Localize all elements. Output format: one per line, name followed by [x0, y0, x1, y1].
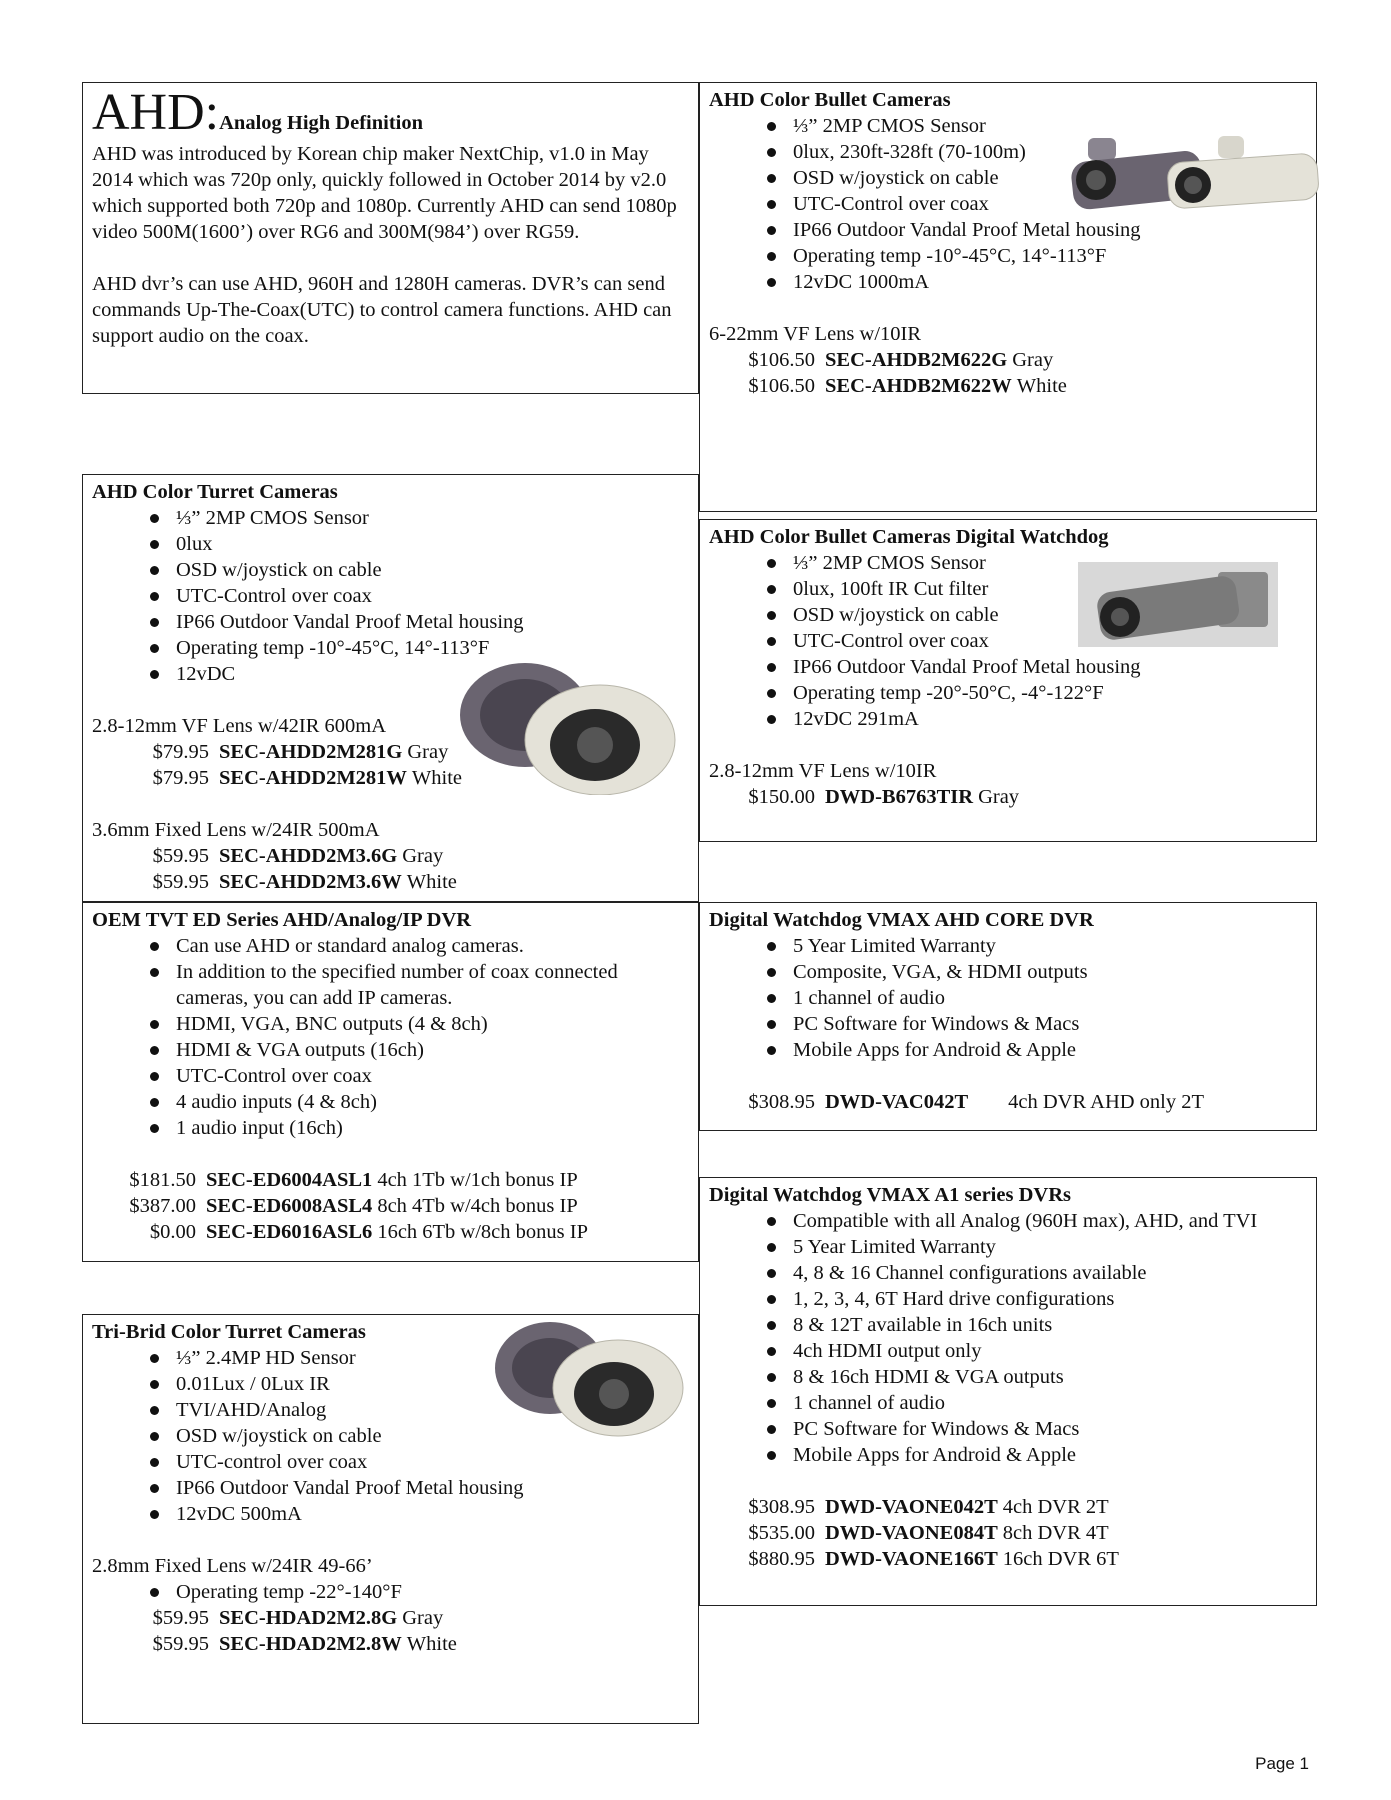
intro-subtitle: Analog High Definition	[219, 112, 423, 134]
sku: DWD-B6763TIR	[825, 786, 974, 808]
product-row	[92, 843, 690, 869]
feature-item: IP66 Outdoor Vandal Proof Metal housing	[709, 217, 1308, 243]
product-desc: Gray	[978, 786, 1020, 808]
feature-item: 5 Year Limited Warranty	[709, 933, 1308, 959]
tribrid-camera-photo	[490, 1318, 685, 1438]
price: $59.95	[152, 1607, 209, 1629]
sku: SEC-ED6004ASL1	[206, 1169, 373, 1191]
product-desc: 16ch DVR 6T	[1002, 1548, 1119, 1570]
feature-item: 5 Year Limited Warranty	[709, 1234, 1298, 1260]
feature-item: Can use AHD or standard analog cameras.	[92, 933, 670, 959]
feature-item: 4, 8 & 16 Channel configurations available	[709, 1260, 1298, 1286]
sku: SEC-AHDD2M3.6G	[219, 845, 398, 867]
feature-item: Operating temp -22°-140°F	[92, 1579, 690, 1605]
feature-item: ⅓” 2MP CMOS Sensor	[92, 505, 690, 531]
product-desc: White	[406, 1633, 457, 1655]
feature-item: OSD w/joystick on cable	[709, 602, 1308, 628]
feature-item: UTC-Control over coax	[92, 583, 690, 609]
feature-item: OSD w/joystick on cable	[92, 557, 690, 583]
product-row	[709, 1520, 1308, 1546]
feature-item: ⅓” 2MP CMOS Sensor	[709, 550, 1308, 576]
feature-item: ⅓” 2MP CMOS Sensor	[709, 113, 1308, 139]
price: $106.50	[748, 375, 815, 397]
product-row	[709, 1089, 1308, 1115]
vmax-core-box	[699, 902, 1317, 1131]
lens-label: 3.6mm Fixed Lens w/24IR 500mA	[92, 819, 380, 841]
product-row	[92, 1193, 690, 1219]
tribrid-lens-features	[92, 1579, 690, 1605]
price: $308.95	[748, 1496, 815, 1518]
feature-item: Compatible with all Analog (960H max), AHD, and TVI	[709, 1208, 1298, 1234]
oem-dvr-title: OEM TVT ED Series AHD/Analog/IP DVR	[92, 909, 472, 931]
feature-item: 0.01Lux / 0Lux IR	[92, 1371, 690, 1397]
sku: SEC-HDAD2M2.8G	[219, 1607, 398, 1629]
lens-label: 6-22mm VF Lens w/10IR	[709, 323, 922, 345]
price: $308.95	[748, 1091, 815, 1113]
feature-item: HDMI & VGA outputs (16ch)	[92, 1037, 670, 1063]
sku: SEC-AHDD2M281W	[219, 767, 407, 789]
feature-item: Mobile Apps for Android & Apple	[709, 1442, 1298, 1468]
feature-item: 4 audio inputs (4 & 8ch)	[92, 1089, 670, 1115]
feature-item: 8 & 16ch HDMI & VGA outputs	[709, 1364, 1298, 1390]
feature-item: 1 audio input (16ch)	[92, 1115, 670, 1141]
price: $0.00	[149, 1221, 196, 1243]
product-desc: White	[1016, 375, 1067, 397]
price: $79.95	[152, 767, 209, 789]
feature-item: UTC-Control over coax	[92, 1063, 670, 1089]
feature-item: IP66 Outdoor Vandal Proof Metal housing	[92, 1475, 690, 1501]
bullet-camera-photo	[1068, 130, 1323, 215]
dw-bullet-title: AHD Color Bullet Cameras Digital Watchdog	[709, 526, 1109, 548]
feature-item: Operating temp -10°-45°C, 14°-113°F	[92, 635, 690, 661]
sku: DWD-VAC042T	[825, 1091, 969, 1113]
feature-item: 1 channel of audio	[709, 1390, 1298, 1416]
product-desc: 16ch 6Tb w/8ch bonus IP	[377, 1221, 588, 1243]
vmax-a1-title: Digital Watchdog VMAX A1 series DVRs	[709, 1184, 1071, 1206]
tribrid-title: Tri-Brid Color Turret Cameras	[92, 1321, 366, 1343]
bullet-cameras-title: AHD Color Bullet Cameras	[709, 89, 951, 111]
sku: SEC-AHDB2M622W	[825, 375, 1012, 397]
product-row	[709, 1546, 1308, 1572]
price: $150.00	[748, 786, 815, 808]
sku: DWD-VAONE084T	[825, 1522, 998, 1544]
oem-dvr-features	[92, 933, 690, 1141]
intro-box	[82, 82, 699, 394]
price: $880.95	[748, 1548, 815, 1570]
sku: SEC-AHDD2M3.6W	[219, 871, 402, 893]
lens-label: 2.8-12mm VF Lens w/42IR 600mA	[92, 715, 387, 737]
product-row	[709, 347, 1308, 373]
product-row	[92, 1167, 690, 1193]
feature-item: UTC-Control over coax	[709, 628, 1308, 654]
turret-cameras-title: AHD Color Turret Cameras	[92, 481, 338, 503]
product-desc: Gray	[402, 845, 444, 867]
page-number: Page 1	[1255, 1754, 1309, 1773]
feature-item: UTC-Control over coax	[709, 191, 1308, 217]
intro-paragraph-1: AHD was introduced by Korean chip maker NextChip, v1.0 in May 2014 which was 720p only, quickly followed in October 2014 by v2.0 which supported both 720p and 1080p. Currently AHD can send 1080p video 500M(1600’) over RG6 and 300M(984’) over RG59.	[92, 143, 677, 243]
product-desc: 4ch DVR AHD only 2T	[1008, 1091, 1205, 1113]
feature-item: Composite, VGA, & HDMI outputs	[709, 959, 1308, 985]
sku: DWD-VAONE042T	[825, 1496, 998, 1518]
feature-item: OSD w/joystick on cable	[92, 1423, 690, 1449]
feature-item: Operating temp -20°-50°C, -4°-122°F	[709, 680, 1308, 706]
feature-item: 0lux	[92, 531, 690, 557]
feature-item: ⅓” 2.4MP HD Sensor	[92, 1345, 690, 1371]
vmax-core-title: Digital Watchdog VMAX AHD CORE DVR	[709, 909, 1094, 931]
feature-item: 12vDC 500mA	[92, 1501, 690, 1527]
product-row	[92, 869, 690, 895]
vmax-core-features	[709, 933, 1308, 1063]
vmax-a1-box	[699, 1177, 1317, 1606]
product-row	[709, 1494, 1308, 1520]
product-row	[92, 1631, 690, 1657]
sku: SEC-AHDD2M281G	[219, 741, 403, 763]
feature-item: Operating temp -10°-45°C, 14°-113°F	[709, 243, 1308, 269]
price: $387.00	[129, 1195, 196, 1217]
price: $79.95	[152, 741, 209, 763]
intro-big-title: AHD:	[92, 84, 220, 141]
feature-item: Mobile Apps for Android & Apple	[709, 1037, 1308, 1063]
product-desc: White	[411, 767, 463, 789]
feature-item: In addition to the specified number of coax connected cameras, you can add IP cameras.	[92, 959, 670, 1011]
sku: SEC-AHDB2M622G	[825, 349, 1008, 371]
feature-item: 0lux, 100ft IR Cut filter	[709, 576, 1308, 602]
sku: DWD-VAONE166T	[825, 1548, 998, 1570]
sku: SEC-ED6008ASL4	[206, 1195, 373, 1217]
product-row	[92, 1605, 690, 1631]
feature-item: UTC-control over coax	[92, 1449, 690, 1475]
feature-item: TVI/AHD/Analog	[92, 1397, 690, 1423]
dw-bullet-camera-photo	[1078, 562, 1278, 647]
vmax-a1-features	[709, 1208, 1308, 1468]
product-desc: Gray	[402, 1607, 444, 1629]
feature-item: 1, 2, 3, 4, 6T Hard drive configurations	[709, 1286, 1298, 1312]
lens-label: 2.8mm Fixed Lens w/24IR 49-66’	[92, 1555, 373, 1577]
feature-item: HDMI, VGA, BNC outputs (4 & 8ch)	[92, 1011, 670, 1037]
product-desc: White	[406, 871, 457, 893]
sku: SEC-HDAD2M2.8W	[219, 1633, 402, 1655]
feature-item: 12vDC 1000mA	[709, 269, 1308, 295]
price: $59.95	[152, 871, 209, 893]
product-desc: 4ch 1Tb w/1ch bonus IP	[377, 1169, 578, 1191]
feature-item: 12vDC 291mA	[709, 706, 1308, 732]
price: $59.95	[152, 845, 209, 867]
feature-item: 4ch HDMI output only	[709, 1338, 1298, 1364]
intro-paragraph-2: AHD dvr’s can use AHD, 960H and 1280H cameras. DVR’s can send commands Up-The-Coax(UTC) to control camera functions. AHD can support audio on the coax.	[92, 273, 672, 347]
price: $181.50	[129, 1169, 196, 1191]
feature-item: 0lux, 230ft-328ft (70-100m)	[709, 139, 1308, 165]
product-row	[709, 784, 1308, 810]
product-desc: Gray	[1012, 349, 1054, 371]
feature-item: PC Software for Windows & Macs	[709, 1416, 1298, 1442]
turret-camera-photo	[455, 660, 680, 795]
price: $535.00	[748, 1522, 815, 1544]
feature-item: IP66 Outdoor Vandal Proof Metal housing	[709, 654, 1308, 680]
product-desc: Gray	[407, 741, 449, 763]
price: $59.95	[152, 1633, 209, 1655]
product-desc: 4ch DVR 2T	[1002, 1496, 1109, 1518]
price: $106.50	[748, 349, 815, 371]
product-desc: 8ch DVR 4T	[1002, 1522, 1109, 1544]
feature-item: 12vDC	[92, 661, 690, 687]
feature-item: 8 & 12T available in 16ch units	[709, 1312, 1298, 1338]
oem-dvr-box	[82, 902, 699, 1262]
product-row	[709, 373, 1308, 399]
product-row	[92, 1219, 690, 1245]
feature-item: IP66 Outdoor Vandal Proof Metal housing	[92, 609, 690, 635]
sku: SEC-ED6016ASL6	[206, 1221, 373, 1243]
feature-item: 1 channel of audio	[709, 985, 1308, 1011]
intro-heading	[92, 84, 690, 141]
product-desc: 8ch 4Tb w/4ch bonus IP	[377, 1195, 578, 1217]
feature-item: OSD w/joystick on cable	[709, 165, 1308, 191]
feature-item: PC Software for Windows & Macs	[709, 1011, 1308, 1037]
lens-label: 2.8-12mm VF Lens w/10IR	[709, 760, 937, 782]
